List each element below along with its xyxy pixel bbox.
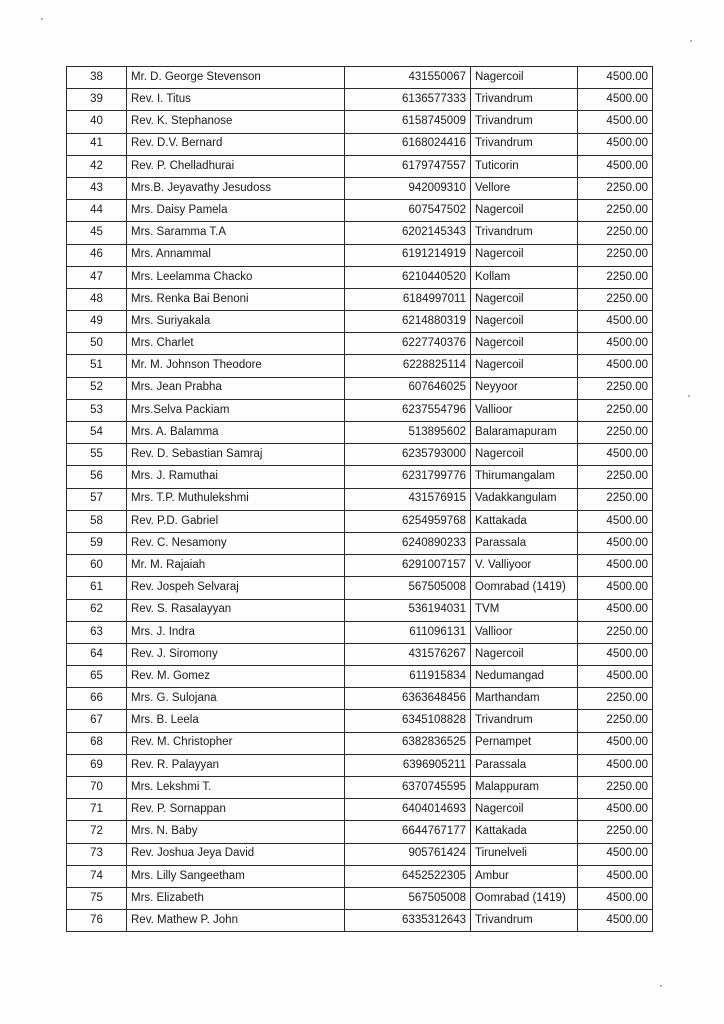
name-cell: Rev. I. Titus (127, 89, 345, 111)
account-number-cell: 567505008 (345, 577, 471, 599)
account-number-cell: 6644767177 (345, 821, 471, 843)
table-row (67, 355, 653, 377)
name-cell: Mrs.B. Jeyavathy Jesudoss (127, 177, 345, 199)
table-row (67, 488, 653, 510)
place-cell: Nagercoil (471, 333, 578, 355)
table-row (67, 532, 653, 554)
place-cell: Vadakkangulam (471, 488, 578, 510)
serial-number-cell: 69 (67, 754, 127, 776)
serial-number-cell: 38 (67, 67, 127, 89)
place-cell: Oomrabad (1419) (471, 887, 578, 909)
name-cell: Rev. J. Siromony (127, 643, 345, 665)
account-number-cell: 942009310 (345, 177, 471, 199)
place-cell: Balaramapuram (471, 422, 578, 444)
amount-cell: 4500.00 (578, 111, 653, 133)
scan-speck (690, 40, 692, 42)
serial-number-cell: 56 (67, 466, 127, 488)
amount-cell: 2250.00 (578, 399, 653, 421)
table-row (67, 732, 653, 754)
place-cell: Parassala (471, 532, 578, 554)
table-row (67, 887, 653, 909)
amount-cell: 2250.00 (578, 377, 653, 399)
amount-cell: 4500.00 (578, 89, 653, 111)
name-cell: Mr. D. George Stevenson (127, 67, 345, 89)
serial-number-cell: 62 (67, 599, 127, 621)
account-number-cell: 6335312643 (345, 910, 471, 932)
name-cell: Mrs. Suriyakala (127, 311, 345, 333)
table-row (67, 155, 653, 177)
account-number-cell: 6237554796 (345, 399, 471, 421)
amount-cell: 4500.00 (578, 599, 653, 621)
place-cell: Oomrabad (1419) (471, 577, 578, 599)
table-row (67, 821, 653, 843)
serial-number-cell: 70 (67, 777, 127, 799)
name-cell: Mrs. G. Sulojana (127, 688, 345, 710)
amount-cell: 2250.00 (578, 821, 653, 843)
serial-number-cell: 51 (67, 355, 127, 377)
place-cell: Trivandrum (471, 910, 578, 932)
serial-number-cell: 58 (67, 510, 127, 532)
table-row (67, 466, 653, 488)
account-number-cell: 6235793000 (345, 444, 471, 466)
place-cell: Nagercoil (471, 444, 578, 466)
table-row (67, 777, 653, 799)
serial-number-cell: 39 (67, 89, 127, 111)
amount-cell: 4500.00 (578, 510, 653, 532)
account-number-cell: 6231799776 (345, 466, 471, 488)
table-row (67, 865, 653, 887)
place-cell: Trivandrum (471, 133, 578, 155)
serial-number-cell: 75 (67, 887, 127, 909)
place-cell: Vallioor (471, 621, 578, 643)
amount-cell: 2250.00 (578, 466, 653, 488)
account-number-cell: 6191214919 (345, 244, 471, 266)
name-cell: Rev. P. Chelladhurai (127, 155, 345, 177)
amount-cell: 2250.00 (578, 222, 653, 244)
table-row (67, 67, 653, 89)
amount-cell: 4500.00 (578, 67, 653, 89)
place-cell: Nagercoil (471, 311, 578, 333)
amount-cell: 4500.00 (578, 355, 653, 377)
amount-cell: 4500.00 (578, 865, 653, 887)
account-number-cell: 607547502 (345, 200, 471, 222)
table-row (67, 399, 653, 421)
table-row (67, 643, 653, 665)
account-number-cell: 6240890233 (345, 532, 471, 554)
name-cell: Mrs. J. Ramuthai (127, 466, 345, 488)
table-row (67, 133, 653, 155)
serial-number-cell: 50 (67, 333, 127, 355)
table-row (67, 666, 653, 688)
table-row (67, 200, 653, 222)
name-cell: Mrs.Selva Packiam (127, 399, 345, 421)
serial-number-cell: 43 (67, 177, 127, 199)
place-cell: Malappuram (471, 777, 578, 799)
account-number-cell: 6168024416 (345, 133, 471, 155)
table-row (67, 311, 653, 333)
table-row (67, 288, 653, 310)
serial-number-cell: 41 (67, 133, 127, 155)
name-cell: Rev. P.D. Gabriel (127, 510, 345, 532)
table-row (67, 843, 653, 865)
table-row (67, 688, 653, 710)
amount-cell: 4500.00 (578, 155, 653, 177)
place-cell: Kollam (471, 266, 578, 288)
table-row (67, 621, 653, 643)
name-cell: Mrs. Jean Prabha (127, 377, 345, 399)
amount-cell: 4500.00 (578, 643, 653, 665)
table-row (67, 111, 653, 133)
account-number-cell: 6214880319 (345, 311, 471, 333)
place-cell: Thirumangalam (471, 466, 578, 488)
place-cell: Tirunelveli (471, 843, 578, 865)
account-number-cell: 6452522305 (345, 865, 471, 887)
serial-number-cell: 66 (67, 688, 127, 710)
account-number-cell: 611096131 (345, 621, 471, 643)
place-cell: Neyyoor (471, 377, 578, 399)
amount-cell: 2250.00 (578, 288, 653, 310)
name-cell: Mrs. Renka Bai Benoni (127, 288, 345, 310)
place-cell: Trivandrum (471, 710, 578, 732)
name-cell: Rev. R. Palayyan (127, 754, 345, 776)
place-cell: Nagercoil (471, 244, 578, 266)
account-number-cell: 607646025 (345, 377, 471, 399)
place-cell: Vallioor (471, 399, 578, 421)
account-number-cell: 431576915 (345, 488, 471, 510)
place-cell: Vellore (471, 177, 578, 199)
amount-cell: 4500.00 (578, 843, 653, 865)
place-cell: Marthandam (471, 688, 578, 710)
beneficiary-table (66, 66, 653, 932)
place-cell: Nagercoil (471, 355, 578, 377)
place-cell: Ambur (471, 865, 578, 887)
name-cell: Mr. M. Johnson Theodore (127, 355, 345, 377)
name-cell: Rev. M. Gomez (127, 666, 345, 688)
serial-number-cell: 54 (67, 422, 127, 444)
place-cell: Parassala (471, 754, 578, 776)
beneficiary-table-body (67, 67, 653, 932)
account-number-cell: 431576267 (345, 643, 471, 665)
serial-number-cell: 40 (67, 111, 127, 133)
serial-number-cell: 57 (67, 488, 127, 510)
table-row (67, 244, 653, 266)
name-cell: Mrs. Leelamma Chacko (127, 266, 345, 288)
name-cell: Mrs. Elizabeth (127, 887, 345, 909)
serial-number-cell: 48 (67, 288, 127, 310)
place-cell: Pernampet (471, 732, 578, 754)
account-number-cell: 905761424 (345, 843, 471, 865)
account-number-cell: 6179747557 (345, 155, 471, 177)
table-row (67, 89, 653, 111)
account-number-cell: 6184997011 (345, 288, 471, 310)
table-row (67, 710, 653, 732)
serial-number-cell: 65 (67, 666, 127, 688)
table-row (67, 599, 653, 621)
name-cell: Rev. Jospeh Selvaraj (127, 577, 345, 599)
name-cell: Mrs. Daisy Pamela (127, 200, 345, 222)
amount-cell: 2250.00 (578, 177, 653, 199)
serial-number-cell: 72 (67, 821, 127, 843)
table-row (67, 510, 653, 532)
table-row (67, 177, 653, 199)
place-cell: Trivandrum (471, 89, 578, 111)
account-number-cell: 6363648456 (345, 688, 471, 710)
amount-cell: 4500.00 (578, 444, 653, 466)
table-row (67, 422, 653, 444)
serial-number-cell: 45 (67, 222, 127, 244)
name-cell: Rev. Joshua Jeya David (127, 843, 345, 865)
amount-cell: 4500.00 (578, 333, 653, 355)
scan-speck (688, 395, 690, 397)
serial-number-cell: 71 (67, 799, 127, 821)
serial-number-cell: 47 (67, 266, 127, 288)
serial-number-cell: 67 (67, 710, 127, 732)
amount-cell: 2250.00 (578, 488, 653, 510)
place-cell: Tuticorin (471, 155, 578, 177)
serial-number-cell: 74 (67, 865, 127, 887)
amount-cell: 4500.00 (578, 577, 653, 599)
table-row (67, 266, 653, 288)
table-row (67, 799, 653, 821)
serial-number-cell: 73 (67, 843, 127, 865)
amount-cell: 2250.00 (578, 777, 653, 799)
name-cell: Mrs. Lekshmi T. (127, 777, 345, 799)
table-row (67, 577, 653, 599)
table-row (67, 377, 653, 399)
account-number-cell: 513895602 (345, 422, 471, 444)
name-cell: Mr. M. Rajaiah (127, 555, 345, 577)
name-cell: Mrs. Annammal (127, 244, 345, 266)
place-cell: Nagercoil (471, 67, 578, 89)
account-number-cell: 6202145343 (345, 222, 471, 244)
serial-number-cell: 49 (67, 311, 127, 333)
amount-cell: 2250.00 (578, 200, 653, 222)
name-cell: Mrs. N. Baby (127, 821, 345, 843)
amount-cell: 2250.00 (578, 422, 653, 444)
place-cell: V. Valliyoor (471, 555, 578, 577)
name-cell: Mrs. T.P. Muthulekshmi (127, 488, 345, 510)
account-number-cell: 6227740376 (345, 333, 471, 355)
name-cell: Rev. Mathew P. John (127, 910, 345, 932)
name-cell: Rev. S. Rasalayyan (127, 599, 345, 621)
name-cell: Mrs. Charlet (127, 333, 345, 355)
account-number-cell: 6291007157 (345, 555, 471, 577)
account-number-cell: 611915834 (345, 666, 471, 688)
serial-number-cell: 53 (67, 399, 127, 421)
amount-cell: 2250.00 (578, 688, 653, 710)
name-cell: Mrs. J. Indra (127, 621, 345, 643)
account-number-cell: 6370745595 (345, 777, 471, 799)
place-cell: Nagercoil (471, 799, 578, 821)
place-cell: Kattakada (471, 821, 578, 843)
name-cell: Mrs. Saramma T.A (127, 222, 345, 244)
place-cell: TVM (471, 599, 578, 621)
account-number-cell: 6210440520 (345, 266, 471, 288)
name-cell: Rev. P. Sornappan (127, 799, 345, 821)
account-number-cell: 6404014693 (345, 799, 471, 821)
amount-cell: 4500.00 (578, 666, 653, 688)
account-number-cell: 431550067 (345, 67, 471, 89)
table-row (67, 222, 653, 244)
serial-number-cell: 42 (67, 155, 127, 177)
name-cell: Rev. M. Christopher (127, 732, 345, 754)
serial-number-cell: 60 (67, 555, 127, 577)
amount-cell: 2250.00 (578, 244, 653, 266)
amount-cell: 4500.00 (578, 532, 653, 554)
place-cell: Trivandrum (471, 222, 578, 244)
place-cell: Kattakada (471, 510, 578, 532)
amount-cell: 2250.00 (578, 710, 653, 732)
serial-number-cell: 68 (67, 732, 127, 754)
name-cell: Rev. D. Sebastian Samraj (127, 444, 345, 466)
serial-number-cell: 52 (67, 377, 127, 399)
amount-cell: 4500.00 (578, 799, 653, 821)
amount-cell: 4500.00 (578, 133, 653, 155)
name-cell: Mrs. Lilly Sangeetham (127, 865, 345, 887)
serial-number-cell: 44 (67, 200, 127, 222)
account-number-cell: 6158745009 (345, 111, 471, 133)
scan-speck (660, 985, 662, 987)
amount-cell: 2250.00 (578, 621, 653, 643)
name-cell: Rev. D.V. Bernard (127, 133, 345, 155)
place-cell: Trivandrum (471, 111, 578, 133)
serial-number-cell: 59 (67, 532, 127, 554)
name-cell: Mrs. B. Leela (127, 710, 345, 732)
account-number-cell: 6345108828 (345, 710, 471, 732)
account-number-cell: 6228825114 (345, 355, 471, 377)
table-row (67, 910, 653, 932)
account-number-cell: 567505008 (345, 887, 471, 909)
account-number-cell: 6254959768 (345, 510, 471, 532)
serial-number-cell: 64 (67, 643, 127, 665)
amount-cell: 4500.00 (578, 311, 653, 333)
account-number-cell: 6382836525 (345, 732, 471, 754)
table-row (67, 444, 653, 466)
table-row (67, 555, 653, 577)
serial-number-cell: 55 (67, 444, 127, 466)
serial-number-cell: 46 (67, 244, 127, 266)
amount-cell: 4500.00 (578, 732, 653, 754)
table-row (67, 754, 653, 776)
account-number-cell: 6396905211 (345, 754, 471, 776)
scan-speck (41, 18, 43, 20)
serial-number-cell: 61 (67, 577, 127, 599)
place-cell: Nagercoil (471, 288, 578, 310)
table-row (67, 333, 653, 355)
amount-cell: 2250.00 (578, 266, 653, 288)
name-cell: Rev. C. Nesamony (127, 532, 345, 554)
place-cell: Nedumangad (471, 666, 578, 688)
place-cell: Nagercoil (471, 200, 578, 222)
amount-cell: 4500.00 (578, 910, 653, 932)
amount-cell: 4500.00 (578, 754, 653, 776)
serial-number-cell: 76 (67, 910, 127, 932)
name-cell: Rev. K. Stephanose (127, 111, 345, 133)
place-cell: Nagercoil (471, 643, 578, 665)
account-number-cell: 6136577333 (345, 89, 471, 111)
serial-number-cell: 63 (67, 621, 127, 643)
name-cell: Mrs. A. Balamma (127, 422, 345, 444)
amount-cell: 4500.00 (578, 555, 653, 577)
amount-cell: 4500.00 (578, 887, 653, 909)
account-number-cell: 536194031 (345, 599, 471, 621)
